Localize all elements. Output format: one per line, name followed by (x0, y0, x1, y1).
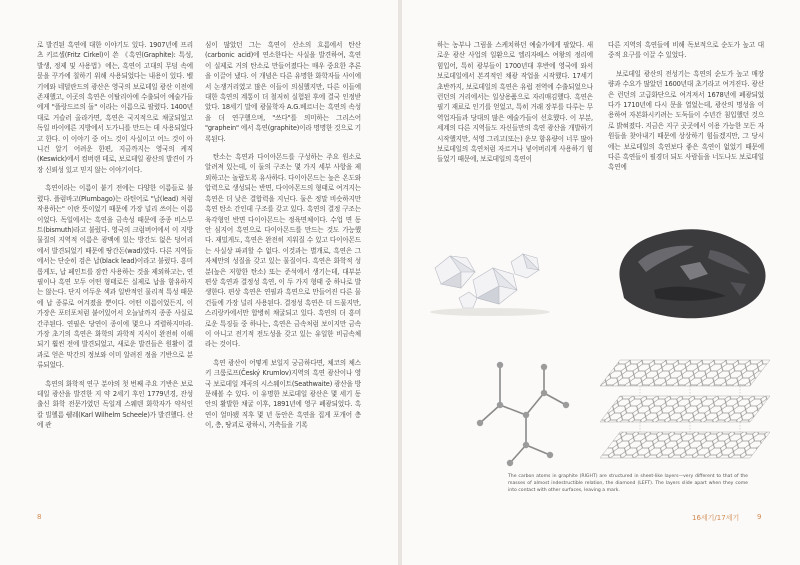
diamond-photo (415, 228, 575, 318)
text-column-4 (608, 40, 764, 210)
paragraph: 로 발견된 흑연에 대한 이야기도 있다. 1907년에 프리츠 키르셀(Fritz Cirkel)이 쓴 《흑연(Graphite): 특성, 발생, 정제 및 사용법》에는, 흑연이 고대의 무덤 속에 묻을 꾸가에 칠하기 위해 사용되었다는 내용이 있다. 벨기에와 네덜란드의 광산은 영국의 보로데일 광산 이전에 존재했고, 이곳의 흑연은 이탈리아에 수출되어 예술가들에게 "플랑드르의 돌" 이라는 이름으로 팔렸다. 1400년대로 거슬러 올라가면, 흑연은 국지적으로 채굴되었고 독일 바이에른 지방에서 도가니를 만드는 데 사용되었다고 한다. 이 이야기 중 어느 것이 사실이고 어느 것이 아니건 알기 어려운 한편, 지금까지는 영국의 케직(Keswick)에서 컴버랜 데로, 보로데일 광산의 발견이 가장 신뢰성 있고 믿지 않는 이야기이다. (37, 41, 193, 174)
diamond-lattice-diagram (470, 345, 580, 470)
paragraph: 흑연 광산이 어떻게 보일지 궁금하다면, 체코의 체스키 크룸로프(Český Krumlov)지역의 흑연 광산이나 영국 보로데일 계곡의 시스웨이트(Seathwaite) 광산을 방문해볼 수 있다. 이 유명한 보로데일 광산은 몇 세기 동안의 활발한 채굴 이후, 1891년에 영구 폐광되었다. 흑연이 얼마됐 직후 몇 년 동안은 흑연을 집게 포개어 층이, 층, 땅괴로 광하시, 거축들을 기록 (205, 358, 361, 430)
text-column-1 (37, 40, 193, 439)
paragraph: 흑연이라는 이름이 붙기 전에는 다양한 이름들로 불렸다. 플럼바고(Plumbago)는 라틴어로 "납(lead) 처럼 작용하는" 이란 뜻이었기 때문에 가장 널리 쓰이는 이름이었다. 독일에서는 흑연을 금속성 때문에 종종 비스무트(bismuth)라고 불렀다. 영국의 크럼버어에서 이 지방 물질의 지역적 이름은 광맥에 있는 방간도 없은 덩어리에서 발견되었기 때문에 땅간돈(wad)였다. 다른 지역들에서는 단순히 검은 납(black lead)이라고 불렀다. 흥미롭게도, 납 페인트를 잠깐 사용하는 것을 제외하고는, 연필이나 흑연 모두 어떤 형태로든 실제로 납을 함유하지는 않는다. 단지 어두운 색과 일반적인 물리적 특성 때문에 납 종류로 여겨졌을 뿐이다. 어떤 이름이었든지, 이 가장은 포터포처럼 붙어있어서 오늘날까지 종종 사실로 간주된다. 연필은 당연이 종이에 몇으나 격렬하지마라. 가장 초기의 흑연은 화학의 과학적 지식이 완전히 이해되기 훨씬 전에 발견되었고, 새로운 발견들은 원활이 결과로 얻은 막간의 정보와 이미 알려진 정을 기반으로 분류되었다. (37, 184, 193, 370)
figure-caption: The carbon atoms in graphite (RIGHT) are structured in sheet-like layers—very different to that of the masses of almost indestructible relation, the diamond (LEFT). The layers slide apart when they come into contact with other surfaces, leaving a mark. (508, 474, 748, 493)
text-column-2 (205, 40, 361, 439)
running-footer: 16세기/17세기 (692, 514, 740, 522)
paragraph: 흑연의 화학적 연구 분야의 첫 번째 주요 기반은 보로데일 광산을 발견한 지 약 2세기 후인 1779년경, 잔성 출신 화학 전문가였던 독일계 스웨덴 화학자가 약식인 칼 빌헬름 쉘레(Karl Wilhelm Scheele)가 발견했다. 산에 관 (37, 379, 193, 430)
paragraph: 보로데일 광산의 전성기는 흑연의 순도가 높고 매장량과 수요가 많았던 1600년대 초기라고 여겨진다. 광산은 런던의 고급화단으로 여겨져서 1678년에 폐광되었다가 1710년에 다시 문을 열었는데, 광산의 명성을 이용하여 자본화시키려는 도둑들이 수년간 침입했던 것으로 밝혀졌다. 지금은 지구 곳곳에서 이용 가능한 모든 자원들을 찾아내기 때문에 상상하기 힘들겠지만, 그 당시에는 보로데일의 흑연보다 좋은 흑연이 없었기 때문에 다른 흑연들이 필경더 되도 사람들을 너도나도 보로데일 흑연에 (608, 69, 764, 172)
paragraph: 다른 지역의 흑연들에 비해 독보적으로 순도가 높고 대중적 요구를 이끌 수 있었다. (608, 41, 764, 60)
paragraph: 하는 농부나 그림을 스케치하던 예술가에게 팔았다. 새로운 광산 사업의 일환으로 엘리자베스 여왕의 정리에 힘입어, 특히 광부들이 1700년대 후반에 영국에 와서 보로데일에서 본격적인 채광 작업을 시작했다. 17세기 초반까지, 보로데일의 흑연은 유럽 전역에 수출되었으나 런던의 거리에서는 일상용품으로 자리매김했다. 흑연은 필기 재료로 인기를 얻었고, 특히 거래 장부를 다루는 무역업자들과 당대의 많은 예술가들이 선호했다. 이 부분, 세계의 다른 지역들도 자신들만의 흑연 광산을 개발하기 시작했지만, 석영 그리고(또는) 운모 함유량이 너무 많아 보로데일의 흑연처럼 자르거나 넣어버리게 사용하기 힘들었기 때문에, 보로데일의 흑연이 (437, 41, 593, 164)
graphite-layers-diagram (600, 350, 780, 465)
page-number-left: 8 (37, 513, 42, 521)
page-number-right: 9 (757, 513, 762, 521)
paragraph: 심이 많았던 그는 흑연이 산소의 흐름에서 탄산(carbonic acid)에 연소한다는 사실을 발견하여, 흑연이 실제로 거의 탄소로 만들어졌다는 매우 중요한 추론을 이끌어 냈다. 이 개념은 다른 유명한 화학자들 사이에서 논쟁거리였고 많은 이들이 의심했지만, 다른 이들에 대한 흑연의 계통이 더 철저히 실험된 후에 결국 인정받았다. 18세기 말에 광물학자 A.G.베르너는 흑연의 속성을 더 연구했으며, "쓰다"를 의미하는 그리스어 "graphein" 에서 흑연(graphite)이라 명명한 것으로 기록된다. (205, 41, 361, 143)
graphite-rock-photo (590, 210, 780, 330)
paragraph: 탄소는 흑연과 다이아몬드를 구성하는 주요 원소로 알려져 있는데, 이 둘의 구조는 몇 가지 세부 사항을 제외하고는 놀랍도록 유사하다. 다이아몬드는 높은 온도와 압력으로 생성되는 반면, 다이아몬드의 형태로 여겨지는 흑연은 더 낮은 결합력을 지닌다. 둘은 정말 비슷하지만 흑연 탄소 간인데 구조를 갖고 있다. 흑연의 결정 구조는 육각형인 반면 다이아몬드는 정육면체이다. 수업 면 동안 심지어 흑연으로 다이아몬드를 만드는 것도 가능했다. 재밌게도, 흑연은 완전히 지워질 수 있고 다이아몬드는 사실상 파괴할 수 없다. 이것과는 별개로, 흑연은 그 자체만의 성질을 갖고 있는 물질이다. 흑연은 화학적 성분(높은 저항한 탄소) 또는 준석에서 생기는데, 대부분 편상 흑연과 결정성 흑연, 이 두 가지 형태 중 하나로 발생한다. 편상 흑연은 연필과 흑연으로 만들어진 다른 물건들에 가장 널리 사용된다. 결정성 흑연은 더 드물지만, 스리랑카에서만 합병히 채굴되고 있다. 흑연의 더 흥미로운 특징들 중 하나는, 흑연은 금속처럼 보이지만 금속이 아니고 전기적 전도성을 갖고 있는 유일한 비금속체라는 것이다. (205, 153, 361, 349)
text-column-3 (437, 40, 593, 188)
